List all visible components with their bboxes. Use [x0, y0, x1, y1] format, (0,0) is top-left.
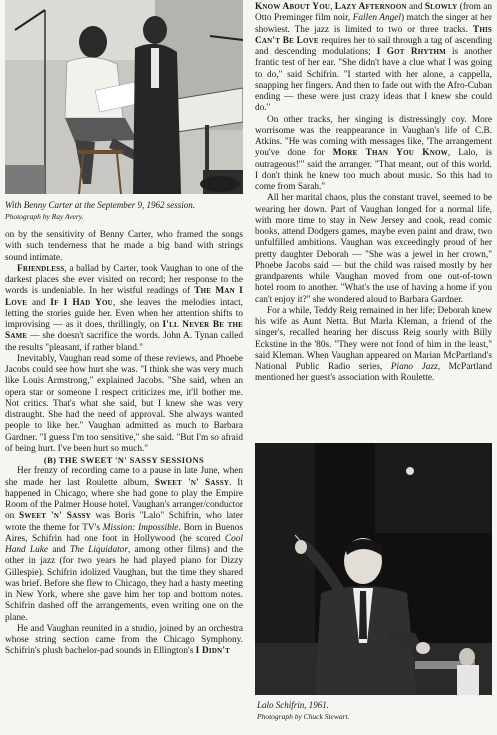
caption-text: With Benny Carter at the September 9, 1962 session.	[5, 200, 195, 210]
session-photo-caption	[5, 200, 245, 222]
section-heading: (B) THE SWEET 'N' SASSY SESSIONS	[43, 455, 205, 465]
paragraph: Friendless, a ballad by Carter, took Vaughan to one of the darkest places she ever visited on record; her response to the words is undeniable. In her wistful readings of The Man I Love and If I Had You, she leaves the melodies intact, letting the stories guide her. Even when her attention shifts to improvising — as it does, thrillingly, on I'll Never Be the Same — she doesn't sacrifice the words. John A. Tynan called the results "pleasant, if rather bland."	[5, 263, 243, 353]
caption-text: Lalo Schifrin, 1961.	[257, 700, 330, 710]
paragraph: Her frenzy of recording came to a pause in late June, when she made her last Roulette album, Sweet 'n' Sassy. It happened in Chicago, where she had gone to play the Empire Room of the Palmer House hotel. Vaughan's arranger/conductor on Sweet 'n' Sassy was Boris "Lalo" Schifrin, who later wrote the theme for TV's Mission: Impossible. Born in Buenos Aires, Schifrin had one foot in Hollywood (he scored Cool Hand Luke and The Liquidator, among other films) and the other in jazz (for two years he had played piano for Dizzy Gillespie). Schifrin idolized Vaughan, but the time they shared was brief. Before she flew to Chicago, they had a hasty meeting in New York, where she gave him her top and bottom notes. Schifrin dashed off the arrangements, even writing one on the plane.	[5, 466, 243, 623]
paragraph: He and Vaughan reunited in a studio, joined by an orchestra whose string section came from the Chicago Symphony. Schifrin's plush bachelor-pad sounds in Ellington's I Didn't	[5, 623, 243, 657]
right-column	[255, 2, 492, 385]
paragraph: On other tracks, her singing is distressingly coy. More worrisome was the reappearance in Vaughan's life of C.B. Atkins. "He was coming with messages like, 'The arrangement you've done for More Than You Know, Lalo, is outrageous!'" said the arranger. "That meant, out of this world. I don't think he knew too much about music. So this had to come from Sarah."	[255, 114, 492, 192]
schifrin-photo-caption	[257, 700, 492, 722]
paragraph: For a while, Teddy Reig remained in her life; Deborah knew his wife as Aunt Netta. But Marla Kleman, a friend of the singer's, recalled hearing her discuss Reig sourly with Billy Eckstine in the '80s. "They were not fond of him in the least," said Kleman. When Vaughan appeared on Marian McPartland's National Public Radio series, Piano Jazz, McPartland mentioned her guest's association with Roulette.	[255, 305, 492, 384]
left-column	[5, 230, 243, 658]
session-photo	[5, 0, 243, 194]
paragraph: on by the sensitivity of Benny Carter, who framed the songs with such tenderness that he made a big band with strings sound intimate.	[5, 230, 243, 263]
paragraph: Know About You, Lazy Afternoon and Slowly (from an Otto Preminger film noir, Fallen Angel) match the singer at her showiest. The jazz is limited to two or three tracks. This Can't Be Love requires her to sail through a tag of ascending and descending modulations; I Got Rhythm is another frantic test of her ear. "She didn't have a clue what I was going to do," said Schifrin. "I started with her alone, a cappella, snapping her fingers. And then to fade out with the Afro-Cuban ending — these were just crazy ideas that I knew she could do."	[255, 2, 492, 114]
paragraph: Inevitably, Vaughan read some of these reviews, and Phoebe Jacobs could see how hurt she was. "I think she was very much like Louis Armstrong," explained Jacobs. "She said, when an opera star or someone I respect criticizes me, it'll bother me. Not critics. That's what she said, but I knew she was very distraught. She had the need of approval. She always wanted people to like her." Vaughan admitted as much to Barbara Gardner. "I guess I'm too sensitive," she said. "But I'm so afraid of being hurt. I've been hurt so much."	[5, 353, 243, 454]
schifrin-photo	[255, 443, 492, 695]
caption-credit: Photograph by Ray Avery.	[5, 212, 84, 221]
caption-credit: Photograph by Chuck Stewart.	[257, 712, 350, 721]
paragraph: All her marital chaos, plus the constant travel, seemed to be wearing her down. Part of Vaughan longed for a normal life, with more time to stay in New Jersey and cook, read comic books, attend Dodgers games, maybe even paint and draw, two unfulfilled ambitions. Vaughan was exceedingly proud of her pretty daughter Deborah — "She was a jewel in her crown," Phoebe Jacobs said — but the child was raised mostly by her grandparents while Vaughan moved from one out-of-town hotel room to another. "What's the use of having a home if you can't enjoy it?" she wondered aloud to Barbara Gardner.	[255, 193, 492, 305]
